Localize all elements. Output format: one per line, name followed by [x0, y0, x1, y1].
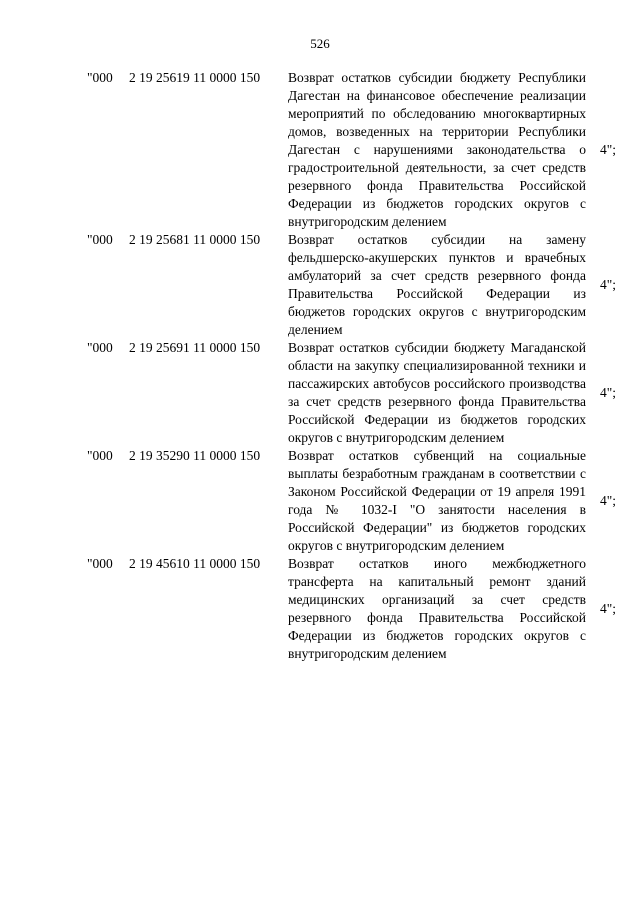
code-cell	[87, 339, 288, 447]
description-cell: Возврат остатков иного межбюджетного трансферта на капитальный ремонт зданий медицинских организаций за счет средств резервного фонда Правительства Российской Федерации из бюджетов городских округов с внутригородским делением	[288, 556, 586, 661]
code-prefix: "000	[87, 70, 113, 85]
code-prefix: "000	[87, 232, 113, 247]
budget-code: 2 19 45610 11 0000 150	[129, 556, 261, 571]
table-row	[87, 231, 617, 339]
row-mark: 4";	[599, 142, 616, 157]
table-row	[87, 69, 617, 231]
row-mark: 4";	[599, 277, 616, 292]
budget-codes-table	[87, 69, 617, 663]
row-mark: 4";	[599, 385, 616, 400]
code-prefix: "000	[87, 340, 113, 355]
description-cell: Возврат остатков субсидии бюджету Республики Дагестан на финансовое обеспечение реализации мероприятий по обследованию многоквартирных домов, возведенных на территории Республики Дагестан с нарушениями законодательства о градостроительной деятельности, за счет средств резервного фонда Правительства Российской Федерации из бюджетов городских округов с внутригородским делением	[288, 70, 586, 229]
description-cell: Возврат остатков субвенций на социальные выплаты безработным гражданам в соответствии с Законом Российской Федерации от 19 апреля 1991 года № 1032-I "О занятости населения в Российской Федерации" из бюджетов городских округов с внутригородским делением	[288, 448, 586, 553]
row-mark: 4";	[599, 493, 616, 508]
code-prefix: "000	[87, 448, 113, 463]
code-prefix: "000	[87, 556, 113, 571]
code-cell	[87, 231, 288, 339]
page-number: 526	[310, 36, 330, 51]
description-cell: Возврат остатков субсидии на замену фельдшерско-акушерских пунктов и врачебных амбулаторий за счет средств резервного фонда Правительства Российской Федерации из бюджетов городских округов с внутригородским делением	[288, 232, 586, 337]
budget-code: 2 19 25681 11 0000 150	[129, 232, 261, 247]
description-cell: Возврат остатков субсидии бюджету Магаданской области на закупку специализированной техники и пассажирских автобусов российского производства за счет средств резервного фонда Правительства Российской Федерации из бюджетов городских округов с внутригородским делением	[288, 340, 586, 445]
code-cell	[87, 555, 288, 663]
table-row	[87, 447, 617, 555]
table-row	[87, 555, 617, 663]
table-row	[87, 339, 617, 447]
budget-code: 2 19 25619 11 0000 150	[129, 70, 261, 85]
code-cell	[87, 69, 288, 231]
budget-code: 2 19 25691 11 0000 150	[129, 340, 261, 355]
row-mark: 4";	[599, 601, 616, 616]
budget-code: 2 19 35290 11 0000 150	[129, 448, 261, 463]
code-cell	[87, 447, 288, 555]
